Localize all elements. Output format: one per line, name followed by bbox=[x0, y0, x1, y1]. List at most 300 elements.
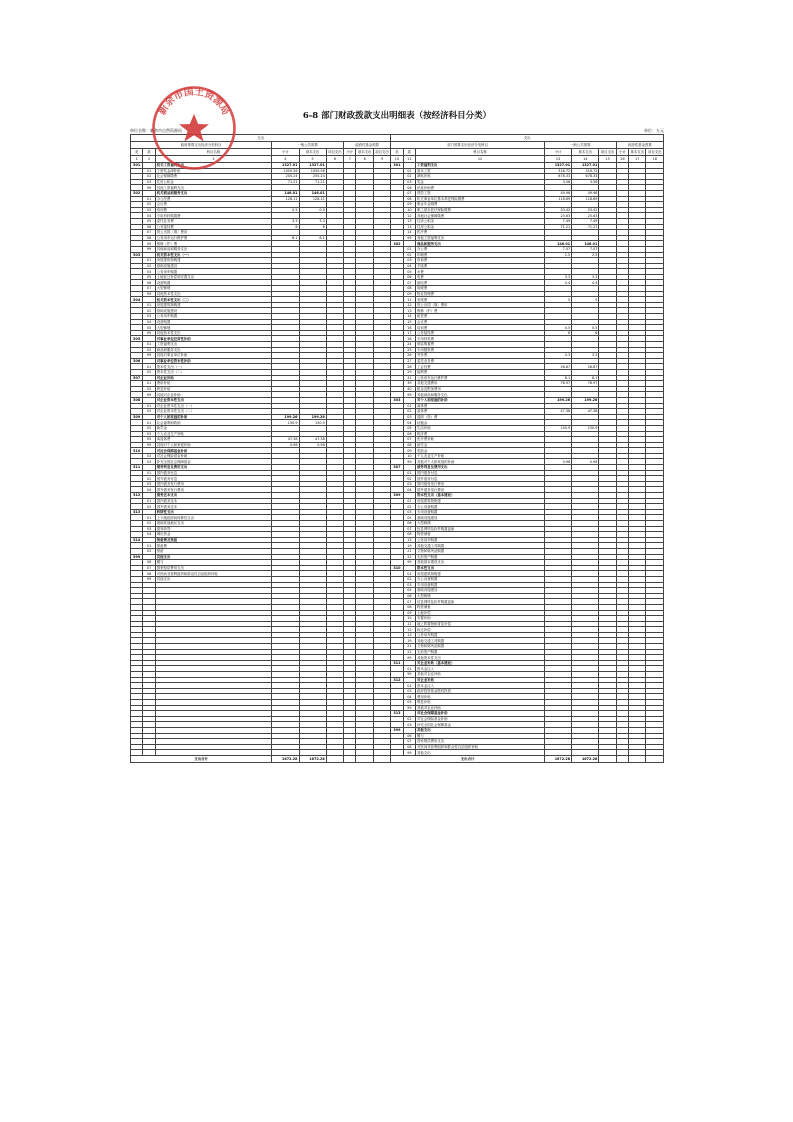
subject-name: 邮电费 bbox=[416, 280, 545, 286]
subject-name: 公务用车购置 bbox=[155, 269, 271, 275]
subject-name: 租赁费 bbox=[416, 314, 545, 320]
subtotal-value: 71.21 bbox=[272, 179, 299, 185]
item-code: 26 bbox=[403, 353, 415, 359]
dept-category-header: 部门预算支出经济分类科目 bbox=[391, 142, 545, 149]
subject-name: 利息补贴 bbox=[155, 386, 271, 392]
item-code: 07 bbox=[143, 565, 155, 571]
item-code: 99 bbox=[143, 246, 155, 252]
subtotal-value: 47.38 bbox=[544, 409, 571, 415]
subject-name: 国外债务发行费用 bbox=[155, 487, 271, 493]
item-code: 04 bbox=[403, 694, 415, 700]
subject-name: 维修（护）费 bbox=[416, 308, 545, 314]
subtotal-value: 316.72 bbox=[544, 168, 571, 174]
category-code: 514 bbox=[131, 537, 143, 543]
subject-name: 债务还本支出 bbox=[155, 493, 271, 499]
column-number: 18 bbox=[646, 156, 664, 163]
item-code: 03 bbox=[403, 414, 415, 420]
item-code: 22 bbox=[403, 554, 415, 560]
item-code: 07 bbox=[403, 599, 415, 605]
subject-name: 资本性支出 bbox=[416, 565, 545, 571]
item-code: 29 bbox=[403, 369, 415, 375]
item-code: 01 bbox=[143, 543, 155, 549]
category-code: 307 bbox=[391, 465, 403, 471]
subject-name: 大型修缮 bbox=[155, 325, 271, 331]
category-code: 510 bbox=[131, 448, 143, 454]
subject-name: 对企业补助（基本建设） bbox=[416, 660, 545, 666]
subtotal-value: 3.3 bbox=[544, 353, 571, 359]
category-code: 309 bbox=[391, 493, 403, 499]
subject-name: 工资奖金津补贴 bbox=[155, 168, 271, 174]
subject-name: 住房公积金 bbox=[416, 224, 545, 230]
subtotal-value: 4.4 bbox=[544, 280, 571, 286]
item-code: 02 bbox=[143, 409, 155, 415]
subject-name: 其他交通工具购置 bbox=[416, 543, 545, 549]
item-code: 21 bbox=[403, 644, 415, 650]
subject-name: 公务用车购置 bbox=[416, 537, 545, 543]
subject-name: 预备费 bbox=[155, 543, 271, 549]
subject-name: 国外债务付息 bbox=[416, 476, 545, 482]
subject-name: 退休费 bbox=[416, 409, 545, 415]
subject-name: 国内债务发行费用 bbox=[155, 481, 271, 487]
column-number: 16 bbox=[616, 156, 628, 163]
item-code: 19 bbox=[403, 638, 415, 644]
col-basic: 基本支出 bbox=[630, 150, 645, 154]
subtotal-value: 199.26 bbox=[272, 414, 299, 420]
subject-name: 绩效工资 bbox=[416, 190, 545, 196]
item-code: 03 bbox=[403, 509, 415, 515]
total-empty-cell bbox=[344, 755, 356, 762]
subtotal-value: 118.69 bbox=[544, 196, 571, 202]
category-code: 502 bbox=[131, 190, 143, 196]
subject-name: 生活补助 bbox=[416, 425, 545, 431]
item-code: 02 bbox=[403, 252, 415, 258]
item-code: 28 bbox=[403, 364, 415, 370]
subject-name: 办公设备购置 bbox=[416, 504, 545, 510]
subject-name: 因公出国（境）费用 bbox=[155, 230, 271, 236]
item-code: 03 bbox=[403, 481, 415, 487]
subject-name: 医疗费补助 bbox=[416, 437, 545, 443]
col-subtotal: 小计 bbox=[344, 149, 356, 156]
item-code: 09 bbox=[403, 202, 415, 208]
item-code: 12 bbox=[403, 627, 415, 633]
basic-value: 7.07 bbox=[572, 246, 599, 252]
subject-name: 离休费 bbox=[416, 403, 545, 409]
col-basic: 基本支出 bbox=[357, 150, 372, 154]
subject-name: 对社会保险基金补助 bbox=[416, 716, 545, 722]
subject-name: 对社会保险基金补助 bbox=[155, 453, 271, 459]
subject-name: 福利费 bbox=[416, 369, 545, 375]
category-code: 312 bbox=[391, 677, 403, 683]
subtotal-value: 146.01 bbox=[544, 241, 571, 247]
category-code: 506 bbox=[131, 358, 143, 364]
col-project: 项目支出 bbox=[328, 150, 342, 154]
item-code: 02 bbox=[143, 347, 155, 353]
subject-name: 个人农业生产补贴 bbox=[155, 431, 271, 437]
subtotal-value: 128.11 bbox=[272, 196, 299, 202]
basic-value: 6 bbox=[299, 224, 326, 230]
basic-value: 8.1 bbox=[572, 375, 599, 381]
basic-value: 0.5 bbox=[572, 325, 599, 331]
category-code: 302 bbox=[391, 241, 403, 247]
column-number: 3 bbox=[155, 156, 271, 163]
subject-name: 国家赔偿费用支出 bbox=[416, 739, 545, 745]
item-code: 01 bbox=[403, 683, 415, 689]
subject-name: 对个人和家庭的补助 bbox=[155, 414, 271, 420]
item-code: 10 bbox=[403, 207, 415, 213]
subject-name: 因公出国（境）费用 bbox=[416, 302, 545, 308]
subject-name: 对企业资本性支出（二） bbox=[155, 409, 271, 415]
subject-name: 专用燃料费 bbox=[416, 347, 545, 353]
subject-name: 职工基本医疗保险缴费 bbox=[416, 207, 545, 213]
subject-name: 其他支出 bbox=[416, 750, 545, 756]
subject-name: 国外债务还本 bbox=[155, 504, 271, 510]
item-code: 06 bbox=[143, 560, 155, 566]
item-code: 10 bbox=[403, 616, 415, 622]
total-label: 支出合计 bbox=[391, 755, 545, 762]
subtotal-value: 6 bbox=[272, 224, 299, 230]
subject-name: 手续费 bbox=[416, 263, 545, 269]
subject-name: 其他资本性支出 bbox=[155, 291, 271, 297]
subject-name: 预备费及预留 bbox=[155, 537, 271, 543]
col-item: 款 bbox=[143, 149, 155, 156]
subject-name: 房屋建筑物购建 bbox=[416, 571, 545, 577]
basic-value: 128.11 bbox=[299, 196, 326, 202]
item-code: 08 bbox=[403, 744, 415, 750]
item-code: 01 bbox=[143, 403, 155, 409]
subject-name: 其他基本建设支出 bbox=[416, 560, 545, 566]
item-code: 02 bbox=[143, 476, 155, 482]
subtotal-value: 150.9 bbox=[544, 425, 571, 431]
total-empty-cell bbox=[326, 755, 343, 762]
subtotal-value: 146.01 bbox=[272, 190, 299, 196]
subtotal-value: 49.96 bbox=[544, 190, 571, 196]
subject-name: 办公经费 bbox=[155, 196, 271, 202]
column-number: 13 bbox=[544, 156, 571, 163]
subject-name: 基础设施建设 bbox=[416, 515, 545, 521]
subject-name: 培训费 bbox=[416, 325, 545, 331]
item-code: 04 bbox=[403, 487, 415, 493]
col-kind: 类 bbox=[131, 149, 143, 156]
category-code: 303 bbox=[391, 397, 403, 403]
item-code: 15 bbox=[403, 319, 415, 325]
item-code: 07 bbox=[403, 739, 415, 745]
item-code: 01 bbox=[143, 364, 155, 370]
item-code: 03 bbox=[403, 688, 415, 694]
basic-value: 78.97 bbox=[572, 381, 599, 387]
subject-name: 税金及附加费用 bbox=[416, 386, 545, 392]
total-basic-value: 1672.28 bbox=[572, 755, 599, 762]
item-code: 05 bbox=[403, 425, 415, 431]
category-code: 509 bbox=[131, 414, 143, 420]
basic-value: 7.49 bbox=[572, 218, 599, 224]
item-code: 24 bbox=[403, 342, 415, 348]
item-code: 99 bbox=[143, 291, 155, 297]
subject-name: 津贴补贴 bbox=[416, 174, 545, 180]
total-label: 支出合计 bbox=[131, 755, 272, 762]
subject-name: 设备购置 bbox=[155, 280, 271, 286]
subject-name: 社会保障缴费 bbox=[155, 174, 271, 180]
subject-name: 信息网络及软件购置更新 bbox=[416, 599, 545, 605]
subtotal-value: 7.49 bbox=[544, 218, 571, 224]
subject-name: 公务用车购置 bbox=[155, 314, 271, 320]
subject-name: 其他对企业补助 bbox=[416, 672, 545, 678]
item-code: 11 bbox=[403, 297, 415, 303]
item-code: 08 bbox=[403, 196, 415, 202]
subject-name: 基础设施建设 bbox=[155, 308, 271, 314]
subject-name: 个人农业生产补贴 bbox=[416, 453, 545, 459]
total-basic-value: 1672.28 bbox=[299, 755, 326, 762]
subject-name: 国家赔偿费用支出 bbox=[155, 565, 271, 571]
subject-name: 物资储备 bbox=[416, 532, 545, 538]
item-code: 13 bbox=[403, 308, 415, 314]
subject-name: 奖金 bbox=[416, 179, 545, 185]
total-empty-cell bbox=[356, 755, 373, 762]
subject-name: 委托业务费 bbox=[416, 358, 545, 364]
subject-name: 专用材料购置费 bbox=[155, 213, 271, 219]
column-number: 17 bbox=[629, 156, 646, 163]
col-project: 项目支出 bbox=[647, 150, 662, 154]
subject-name: 地上附着物和青苗补偿 bbox=[416, 621, 545, 627]
col-name: 科目名称 bbox=[155, 149, 271, 156]
subtotal-value: 0.98 bbox=[544, 459, 571, 465]
subject-name: 补充全国社会保障基金 bbox=[155, 459, 271, 465]
subject-name: 基础设施建设 bbox=[155, 263, 271, 269]
item-code: 02 bbox=[403, 409, 415, 415]
item-code: 02 bbox=[143, 308, 155, 314]
item-code: 05 bbox=[143, 325, 155, 331]
basic-value: 49.96 bbox=[572, 190, 599, 196]
subject-name: 被装购置费 bbox=[416, 342, 545, 348]
subject-name: 机关资本性支出（一） bbox=[155, 252, 271, 258]
subject-name: 助学金 bbox=[416, 442, 545, 448]
total-empty-cell bbox=[373, 755, 390, 762]
subject-name: 其他对企业补助 bbox=[155, 392, 271, 398]
item-code: 01 bbox=[143, 302, 155, 308]
item-code: 27 bbox=[403, 358, 415, 364]
subject-name: 取暖费 bbox=[416, 286, 545, 292]
subject-name: 利息补贴 bbox=[416, 700, 545, 706]
item-code: 02 bbox=[403, 504, 415, 510]
subject-name: 其他支出 bbox=[155, 576, 271, 582]
subject-name: 培训费 bbox=[155, 207, 271, 213]
total-row bbox=[131, 755, 664, 762]
subject-name: 土地补偿 bbox=[416, 610, 545, 616]
subject-name: 大型修缮 bbox=[416, 593, 545, 599]
subject-name: 公务用车购置 bbox=[416, 632, 545, 638]
subject-name: 其他对个人和家庭的补助 bbox=[416, 459, 545, 465]
subject-name: 其他对事业单位补助 bbox=[155, 353, 271, 359]
subtotal-value: 26.87 bbox=[544, 364, 571, 370]
item-code: 31 bbox=[403, 375, 415, 381]
category-code: 311 bbox=[391, 660, 403, 666]
subtotal-value: 3.3 bbox=[272, 218, 299, 224]
column-number: 10 bbox=[391, 156, 403, 163]
item-code: 08 bbox=[403, 286, 415, 292]
subject-name: 无形资产购置 bbox=[416, 554, 545, 560]
item-code: 06 bbox=[143, 280, 155, 286]
item-code: 08 bbox=[143, 571, 155, 577]
item-code: 99 bbox=[403, 392, 415, 398]
subject-name: 工会经费 bbox=[416, 364, 545, 370]
subject-name: 劳务费 bbox=[416, 353, 545, 359]
item-code: 04 bbox=[143, 532, 155, 538]
column-number: 6 bbox=[326, 156, 343, 163]
item-code: 02 bbox=[143, 263, 155, 269]
subject-name: 机关工资福利支出 bbox=[155, 163, 271, 169]
subject-name: 委托业务费 bbox=[155, 218, 271, 224]
item-code: 03 bbox=[403, 179, 415, 185]
unit-name-label: 单位名称：新余市自然资源局 bbox=[130, 128, 182, 133]
item-code: 12 bbox=[403, 302, 415, 308]
item-code: 13 bbox=[403, 218, 415, 224]
subject-name: 水费 bbox=[416, 269, 545, 275]
item-code: 01 bbox=[143, 258, 155, 264]
subject-name: 其他交通工具购置 bbox=[416, 638, 545, 644]
subject-name: 债务转贷 bbox=[155, 526, 271, 532]
item-code: 01 bbox=[403, 571, 415, 577]
svg-text:新余市国土资源局 bbox=[155, 84, 233, 117]
item-code: 08 bbox=[403, 442, 415, 448]
left-section-header: 支出 bbox=[131, 135, 391, 142]
subject-name: 其他对企业补助 bbox=[416, 705, 545, 711]
item-code: 09 bbox=[403, 448, 415, 454]
basic-value: 2.5 bbox=[572, 252, 599, 258]
basic-value: 47.38 bbox=[299, 437, 326, 443]
item-code: 02 bbox=[143, 548, 155, 554]
item-code: 02 bbox=[143, 453, 155, 459]
item-code: 05 bbox=[143, 218, 155, 224]
item-code: 03 bbox=[143, 269, 155, 275]
item-code: 22 bbox=[403, 649, 415, 655]
basic-value: 150.9 bbox=[572, 425, 599, 431]
item-code: 03 bbox=[143, 314, 155, 320]
subtotal-value: 3.56 bbox=[544, 179, 571, 185]
subject-name: 公务接待费 bbox=[155, 224, 271, 230]
column-number: 11 bbox=[403, 156, 415, 163]
item-code: 01 bbox=[143, 168, 155, 174]
col-subtotal: 小计 bbox=[544, 149, 571, 156]
subtotal-value: 8.1 bbox=[272, 235, 299, 241]
subject-name: 维修（护）费 bbox=[155, 241, 271, 247]
item-code: 01 bbox=[143, 342, 155, 348]
item-code: 04 bbox=[143, 487, 155, 493]
category-code: 507 bbox=[131, 375, 143, 381]
item-code: 13 bbox=[403, 224, 415, 230]
total-empty-cell bbox=[599, 755, 616, 762]
subtotal-value: 53.42 bbox=[544, 207, 571, 213]
subject-name: 公务用车运行维护费 bbox=[155, 235, 271, 241]
category-code: 399 bbox=[391, 727, 403, 733]
item-code: 99 bbox=[143, 353, 155, 359]
item-code: 99 bbox=[403, 459, 415, 465]
subject-name: 赠与 bbox=[155, 560, 271, 566]
item-code: 09 bbox=[143, 241, 155, 247]
fund-budget-header-left: 政府性基金预算 bbox=[344, 142, 391, 149]
item-code: 02 bbox=[143, 425, 155, 431]
subject-name: 其他支出 bbox=[155, 554, 271, 560]
item-code: 14 bbox=[403, 230, 415, 236]
general-budget-header-left: 一般公共预算 bbox=[272, 142, 344, 149]
basic-value: 0.98 bbox=[572, 459, 599, 465]
item-code: 06 bbox=[403, 521, 415, 527]
basic-value: 53.42 bbox=[572, 207, 599, 213]
category-code: 511 bbox=[131, 465, 143, 471]
category-code: 301 bbox=[391, 163, 403, 169]
subtotal-value: 1050.56 bbox=[272, 168, 299, 174]
basic-value: 25.63 bbox=[572, 213, 599, 219]
item-code: 99 bbox=[143, 185, 155, 191]
subject-name: 公务用车运行维护费 bbox=[416, 375, 545, 381]
subject-name: 机关事业单位基本养老保险缴费 bbox=[416, 196, 545, 202]
subject-name: 资本性支出（二） bbox=[155, 369, 271, 375]
subject-name: 债务利息及费用支出 bbox=[416, 465, 545, 471]
item-code: 08 bbox=[403, 532, 415, 538]
basic-value: 5 bbox=[572, 297, 599, 303]
subject-name: 资本性支出（一） bbox=[155, 364, 271, 370]
item-code: 01 bbox=[403, 246, 415, 252]
basic-value: 3.56 bbox=[572, 179, 599, 185]
basic-value: 150.9 bbox=[299, 420, 326, 426]
subject-name: 国内债务付息 bbox=[155, 470, 271, 476]
subject-name: 预留 bbox=[155, 548, 271, 554]
item-code: 04 bbox=[403, 263, 415, 269]
subject-name: 债务利息及费用支出 bbox=[155, 465, 271, 471]
item-code: 01 bbox=[143, 498, 155, 504]
item-code: 19 bbox=[403, 543, 415, 549]
item-code: 03 bbox=[403, 582, 415, 588]
basic-value: 3.3 bbox=[299, 218, 326, 224]
subject-name: 退职（役）费 bbox=[416, 414, 545, 420]
item-code: 99 bbox=[143, 442, 155, 448]
subtotal-value: 199.26 bbox=[544, 397, 571, 403]
seal-text: 新余市国土资源局 bbox=[156, 86, 232, 117]
category-code: 508 bbox=[131, 397, 143, 403]
subject-name: 国内债务发行费用 bbox=[416, 481, 545, 487]
item-code: 03 bbox=[143, 207, 155, 213]
subject-name: 专用材料费 bbox=[416, 336, 545, 342]
official-seal bbox=[150, 84, 238, 172]
basic-value: 26.87 bbox=[572, 364, 599, 370]
subject-name: 其他资本性支出 bbox=[155, 330, 271, 336]
col-project: 项目支出 bbox=[375, 150, 389, 154]
item-code: 03 bbox=[143, 431, 155, 437]
subject-name: 社会福利和救助 bbox=[155, 420, 271, 426]
subject-name: 对企业资本性支出 bbox=[155, 397, 271, 403]
subject-name: 国外债务发行费用 bbox=[416, 487, 545, 493]
subject-name: 拆迁补偿 bbox=[416, 627, 545, 633]
subject-name: 差旅费 bbox=[416, 297, 545, 303]
subject-name: 对事业单位经常性补助 bbox=[155, 336, 271, 342]
column-number: 7 bbox=[344, 156, 356, 163]
subject-name: 安置补助 bbox=[416, 616, 545, 622]
expenditure-table bbox=[130, 134, 664, 763]
item-code: 05 bbox=[403, 269, 415, 275]
subtotal-value: 678.33 bbox=[544, 174, 571, 180]
item-code: 06 bbox=[403, 185, 415, 191]
category-code: 512 bbox=[131, 493, 143, 499]
item-code: 04 bbox=[143, 213, 155, 219]
subject-name: 其他交通费用 bbox=[416, 381, 545, 387]
item-code: 01 bbox=[143, 470, 155, 476]
subject-name: 伙食补助费 bbox=[416, 185, 545, 191]
basic-value: 8.1 bbox=[299, 235, 326, 241]
item-code: 06 bbox=[403, 593, 415, 599]
item-code: 99 bbox=[143, 392, 155, 398]
subject-name: 会议费 bbox=[416, 319, 545, 325]
col-basic: 基本支出 bbox=[572, 149, 599, 156]
item-code: 07 bbox=[403, 526, 415, 532]
fund-budget-header-right: 政府性基金预算 bbox=[616, 142, 663, 149]
